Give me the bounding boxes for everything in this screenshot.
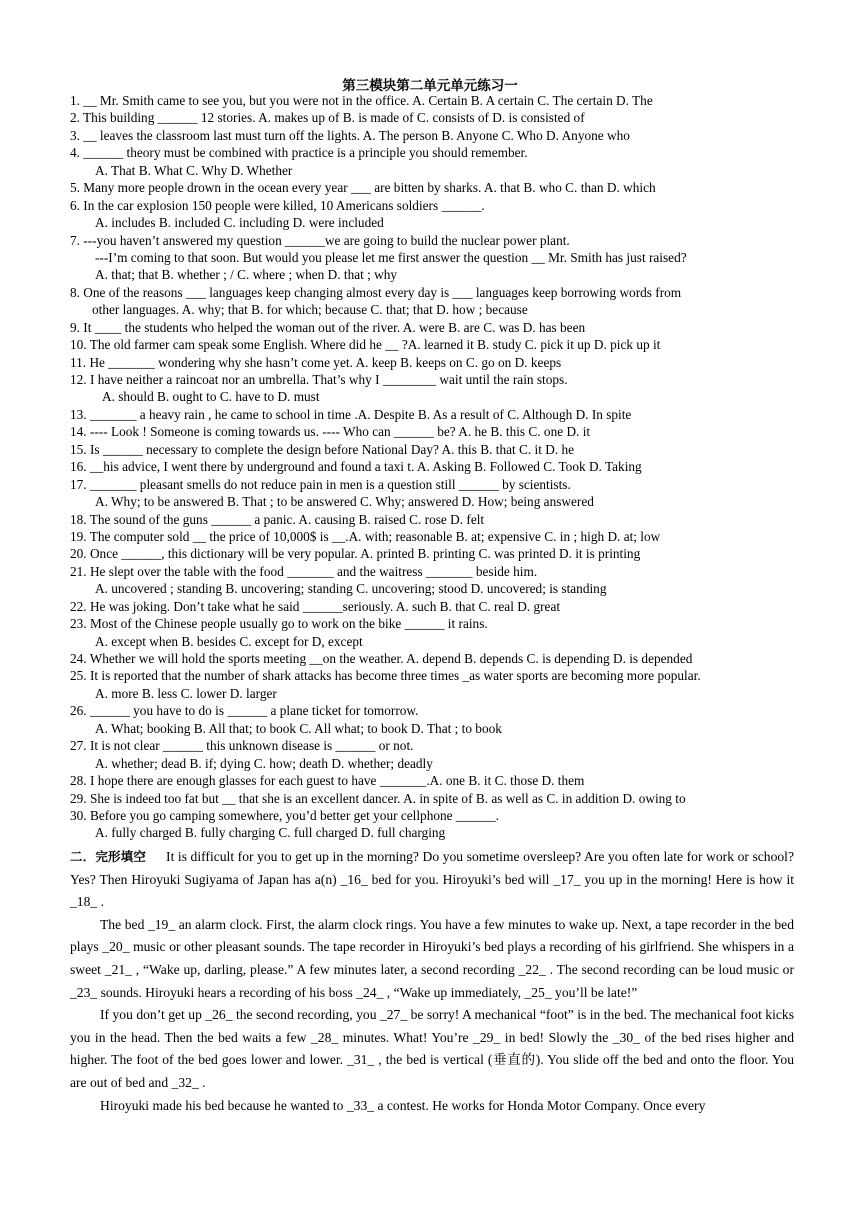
question-7-reply: ---I’m coming to that soon. But would you please let me first answer the question __ Mr. Smith has just raised? bbox=[95, 249, 687, 265]
cloze-section bbox=[70, 846, 794, 1117]
question-26: 26. ______ you have to do is ______ a plane ticket for tomorrow. bbox=[70, 703, 419, 719]
question-20: 20. Once ______, this dictionary will be very popular. A. printed B. printing C. was printed D. it is printing bbox=[70, 546, 641, 562]
question-8-options: other languages. A. why; that B. for which; because C. that; that D. how ; because bbox=[92, 302, 528, 318]
question-30-options: A. fully charged B. fully charging C. full charged D. full charging bbox=[95, 825, 446, 841]
question-4: 4. ______ theory must be combined with practice is a principle you should remember. bbox=[70, 145, 528, 161]
question-list bbox=[70, 92, 800, 842]
cloze-paragraph-1 bbox=[70, 846, 794, 914]
question-19: 19. The computer sold __ the price of 10,000$ is __.A. with; reasonable B. at; expensive C. in ; high D. at; low bbox=[70, 528, 661, 544]
question-21: 21. He slept over the table with the food _______ and the waitress _______ beside him. bbox=[70, 563, 538, 579]
question-11: 11. He _______ wondering why she hasn’t come yet. A. keep B. keeps on C. go on D. keeps bbox=[70, 354, 562, 370]
question-8: 8. One of the reasons ___ languages keep changing almost every day is ___ languages keep borrowing words from bbox=[70, 284, 682, 300]
cloze-paragraph-4: Hiroyuki made his bed because he wanted to _33_ a contest. He works for Honda Motor Company. Once every bbox=[100, 1097, 706, 1113]
question-14: 14. ---- Look ! Someone is coming towards us. ---- Who can ______ be? A. he B. this C. one D. it bbox=[70, 424, 591, 440]
question-5: 5. Many more people drown in the ocean every year ___ are bitten by sharks. A. that B. who C. than D. which bbox=[70, 180, 656, 196]
cloze-paragraph-1-text: It is difficult for you to get up in the morning? Do you sometime oversleep? Are you often late for work or school? Yes? Then Hiroyuki Sugiyama of Japan has a(n) _16_ bed for you. Hiroyuki’s bed will _17_ you up in the morning! Here is how it _18_ . bbox=[70, 849, 794, 910]
question-9: 9. It ____ the students who helped the woman out of the river. A. were B. are C. was D. has been bbox=[70, 319, 586, 335]
cloze-paragraph-3: If you don’t get up _26_ the second recording, you _27_ be sorry! A mechanical “foot” is in the bed. The mechanical foot kicks you in the head. Then the bed waits a few _28_ minutes. What! You’re _29_ in bed! Slowly the _30_ of the bed rises higher and higher. The foot of the bed goes lower and lower. _31_ , the bed is vertical (垂直的). You slide off the bed and onto the floor. You are out of bed and _32_ . bbox=[70, 1007, 794, 1090]
question-13: 13. _______ a heavy rain , he came to school in time .A. Despite B. As a result of C. Although D. In spite bbox=[70, 406, 632, 422]
question-12-options: A. should B. ought to C. have to D. must bbox=[102, 389, 320, 405]
question-27-options: A. whether; dead B. if; dying C. how; death D. whether; deadly bbox=[95, 755, 433, 771]
question-21-options: A. uncovered ; standing B. uncovering; standing C. uncovering; stood D. uncovered; is standing bbox=[95, 581, 607, 597]
question-28: 28. I hope there are enough glasses for each guest to have _______.A. one B. it C. those D. them bbox=[70, 773, 585, 789]
question-2: 2. This building ______ 12 stories. A. makes up of B. is made of C. consists of D. is consisted of bbox=[70, 110, 585, 126]
question-7-options: A. that; that B. whether ; / C. where ; when D. that ; why bbox=[95, 267, 398, 283]
question-25-options: A. more B. less C. lower D. larger bbox=[95, 685, 277, 701]
question-1: 1. __ Mr. Smith came to see you, but you were not in the office. A. Certain B. A certain C. The certain D. The bbox=[70, 93, 653, 108]
question-6-options: A. includes B. included C. including D. were included bbox=[95, 215, 384, 231]
question-15: 15. Is ______ necessary to complete the design before National Day? A. this B. that C. it D. he bbox=[70, 441, 575, 457]
question-18: 18. The sound of the guns ______ a panic. A. causing B. raised C. rose D. felt bbox=[70, 511, 485, 527]
question-3: 3. __ leaves the classroom last must turn off the lights. A. The person B. Anyone C. Who D. Anyone who bbox=[70, 127, 630, 143]
question-25: 25. It is reported that the number of shark attacks has become three times _as water sports are becoming more popular. bbox=[70, 668, 701, 684]
cloze-paragraph-2: The bed _19_ an alarm clock. First, the alarm clock rings. You have a few minutes to wake up. Next, a tape recorder in the bed plays _20_ music or other pleasant sounds. The tape recorder in Hiroyuki’s bed plays a recording of his girlfriend. She whispers in a sweet _21_ , “Wake up, darling, please.” A few minutes later, a second recording _22_ . The second recording can be loud music or _23_ sounds. Hiroyuki hears a recording of his boss _24_ , “Wake up immediately, _25_ you’ll be late!” bbox=[70, 916, 794, 1000]
question-30: 30. Before you go camping somewhere, you’d better get your cellphone ______. bbox=[70, 807, 500, 823]
page-title: 第三模块第二单元单元练习一 bbox=[342, 78, 518, 93]
question-26-options: A. What; booking B. All that; to book C. All what; to book D. That ; to book bbox=[95, 720, 502, 736]
question-29: 29. She is indeed too fat but __ that she is an excellent dancer. A. in spite of B. as well as C. in addition D. owing to bbox=[70, 790, 686, 806]
question-17-options: A. Why; to be answered B. That ; to be answered C. Why; answered D. How; being answered bbox=[95, 494, 594, 510]
question-23-options: A. except when B. besides C. except for D, except bbox=[95, 633, 363, 649]
question-22: 22. He was joking. Don’t take what he said ______seriously. A. such B. that C. real D. great bbox=[70, 598, 561, 614]
question-24: 24. Whether we will hold the sports meeting __on the weather. A. depend B. depends C. is depending D. is depended bbox=[70, 651, 693, 666]
question-10: 10. The old farmer cam speak some English. Where did he __ ?A. learned it B. study C. pick it up D. pick up it bbox=[70, 337, 661, 353]
question-27: 27. It is not clear ______ this unknown disease is ______ or not. bbox=[70, 738, 414, 754]
question-16: 16. __his advice, I went there by underground and found a taxi t. A. Asking B. Followed C. Took D. Taking bbox=[70, 459, 642, 475]
question-17: 17. _______ pleasant smells do not reduce pain in men is a question still ______ by scientists. bbox=[70, 476, 571, 492]
section-heading: 二．完形填空 bbox=[70, 849, 147, 864]
question-23: 23. Most of the Chinese people usually go to work on the bike ______ it rains. bbox=[70, 616, 488, 632]
question-7: 7. ---you haven’t answered my question ______we are going to build the nuclear power plant. bbox=[70, 232, 570, 248]
question-12: 12. I have neither a raincoat nor an umbrella. That’s why I ________ wait until the rain stops. bbox=[70, 372, 568, 387]
question-6: 6. In the car explosion 150 people were killed, 10 Americans soldiers ______. bbox=[70, 197, 485, 213]
question-4-options: A. That B. What C. Why D. Whether bbox=[95, 162, 293, 178]
